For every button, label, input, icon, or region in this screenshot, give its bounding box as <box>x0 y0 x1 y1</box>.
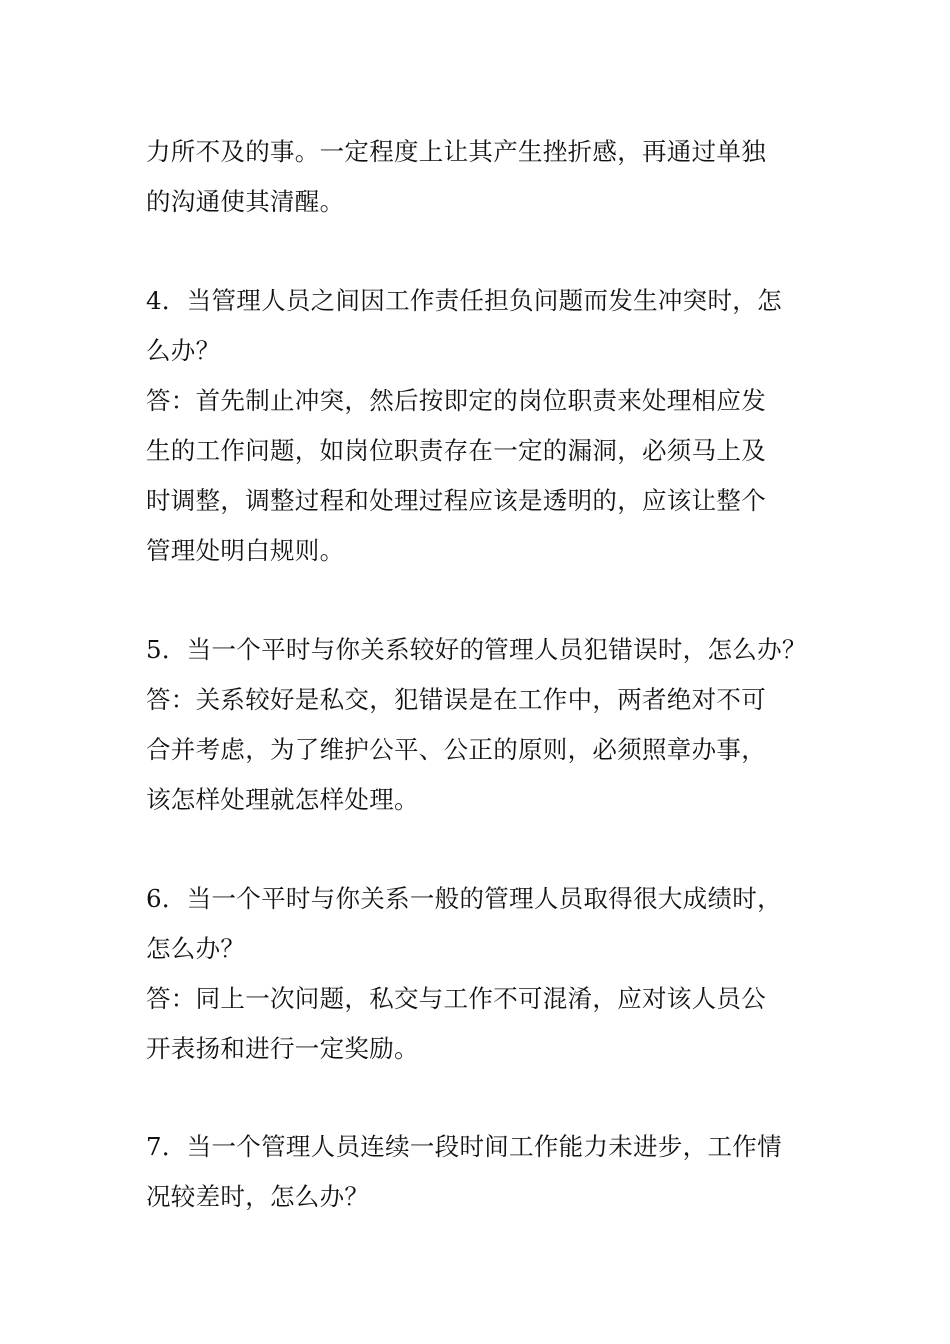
answer-6-line: 答：同上一次问题，私交与工作不可混淆，应对该人员公 <box>146 984 766 1013</box>
answer-4-line: 生的工作问题，如岗位职责存在一定的漏洞，必须马上及 <box>146 436 766 465</box>
paragraph-line: 的沟通使其清醒。 <box>146 187 345 216</box>
question-6-line: 怎么办？ <box>146 934 246 963</box>
answer-4-line: 答：首先制止冲突，然后按即定的岗位职责来处理相应发 <box>146 386 766 415</box>
question-6-line: 6．当一个平时与你关系一般的管理人员取得很大成绩时， <box>146 884 782 913</box>
question-7-line: 况较差时，怎么办？ <box>146 1182 370 1211</box>
answer-5-line: 答：关系较好是私交，犯错误是在工作中，两者绝对不可 <box>146 685 766 714</box>
answer-5-line: 合并考虑，为了维护公平、公正的原则，必须照章办事， <box>146 735 766 764</box>
question-4-line: 4．当管理人员之间因工作责任担负问题而发生冲突时，怎 <box>146 286 782 315</box>
answer-4-line: 时调整，调整过程和处理过程应该是透明的，应该让整个 <box>146 486 766 515</box>
question-5-line: 5．当一个平时与你关系较好的管理人员犯错误时，怎么办？ <box>146 635 807 664</box>
answer-5-line: 该怎样处理就怎样处理。 <box>146 785 419 814</box>
paragraph-line: 力所不及的事。一定程度上让其产生挫折感，再通过单独 <box>146 137 766 166</box>
question-7-line: 7．当一个管理人员连续一段时间工作能力未进步，工作情 <box>146 1132 782 1161</box>
answer-6-line: 开表扬和进行一定奖励。 <box>146 1034 419 1063</box>
answer-4-line: 管理处明白规则。 <box>146 536 345 565</box>
question-4-line: 么办？ <box>146 336 221 365</box>
